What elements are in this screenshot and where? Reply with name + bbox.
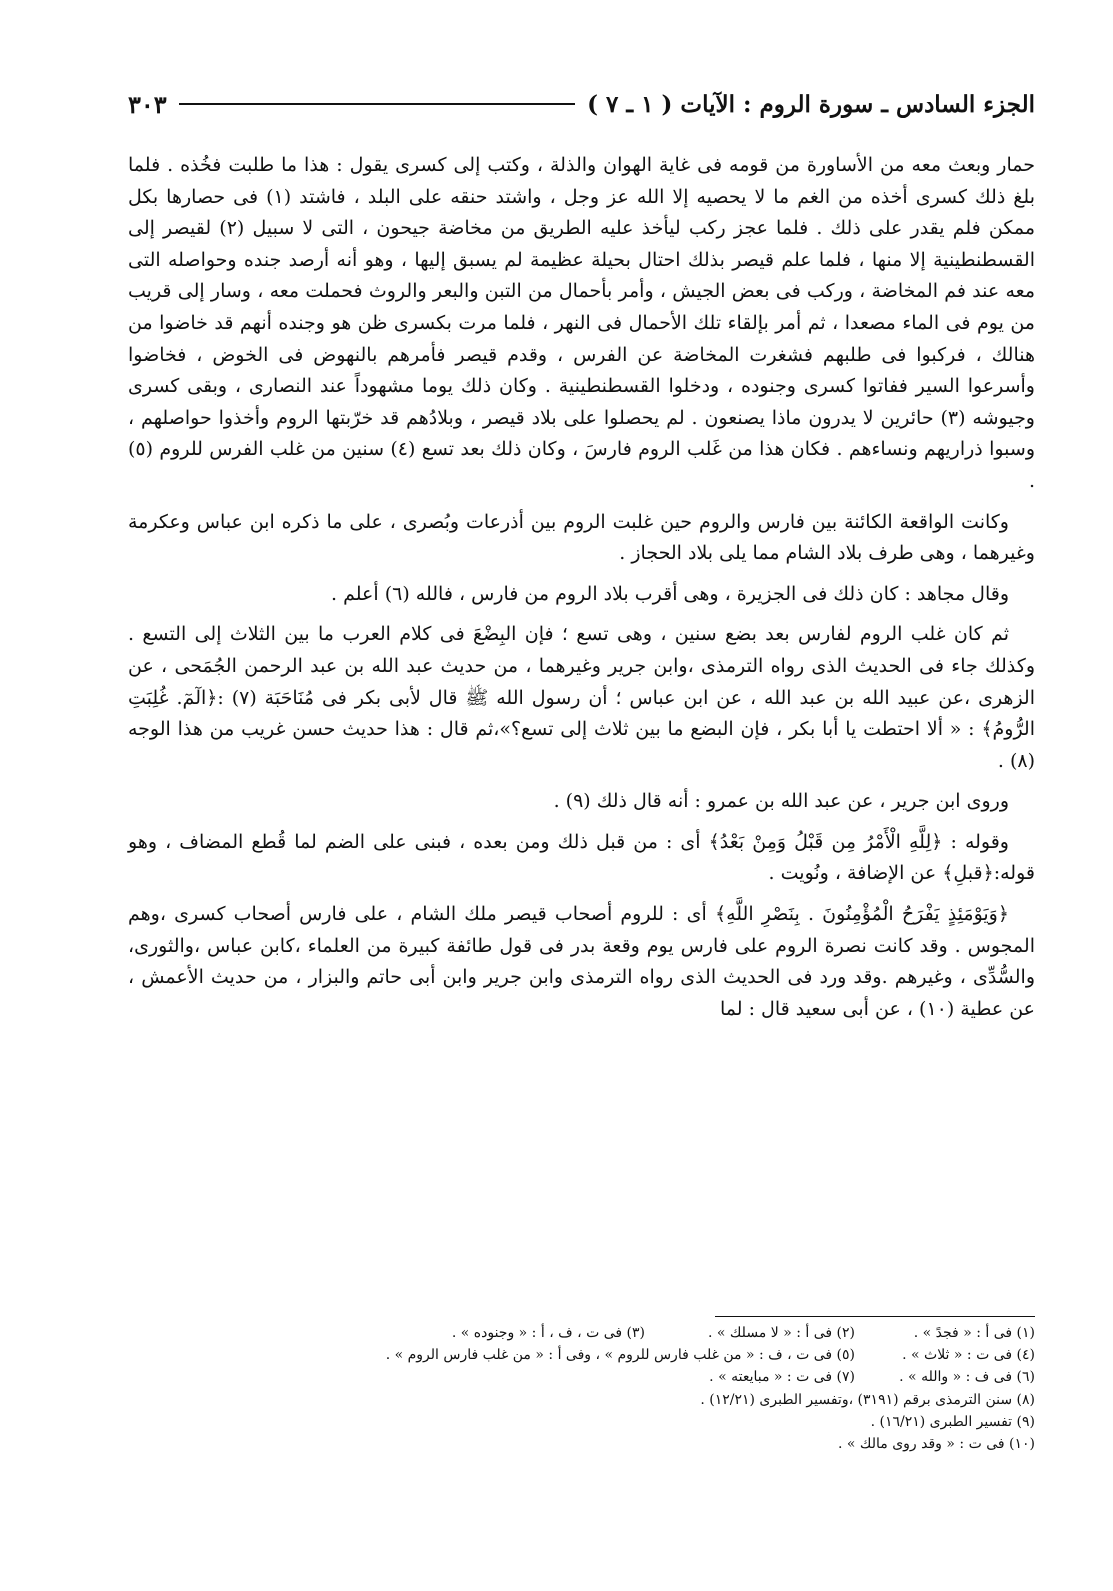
paragraph-4: ثم كان غلب الروم لفارس بعد بضع سنين ، وهى تسع ؛ فإن البِضْعَ فى كلام العرب ما بين الثلاث إلى التسع . وكذلك جاء فى الحديث الذى رواه الترمذى ،وابن جرير وغيرهما ، من حديث عبد الله بن عبد الرحمن الجُمَحى ، عن الزهرى ،عن عبيد الله بن عبد الله ، عن ابن عباس ؛ أن رسول الله ﷺ قال لأبى بكر فى مُنَاحَبَة (٧) :﴿الٓمٓ. غُلِبَتِ الرُّومُ﴾ : « ألا احتطت يا أبا بكر ، فإن البضع ما بين ثلاث إلى تسع؟»،ثم قال : هذا حديث حسن غريب من هذا الوجه (٨) .	[128, 623, 1035, 772]
paragraph-5: وروى ابن جرير ، عن عبد الله بن عمرو : أنه قال ذلك (٩) .	[553, 790, 1009, 813]
paragraph-3: وقال مجاهد : كان ذلك فى الجزيرة ، وهى أقرب بلاد الروم من فارس ، فالله (٦) أعلم .	[331, 582, 1009, 605]
footnote-row	[128, 1366, 1035, 1388]
header-rule	[179, 103, 575, 105]
footnote-5: (٥) فى ت ، ف : « من غلب فارس للروم » ، وفى أ : « من غلب فارس الروم » .	[385, 1347, 855, 1364]
footnote-10: (١٠) فى ت : « وقد روى مالك » .	[838, 1436, 1035, 1453]
footnote-row	[128, 1344, 1035, 1366]
paragraph-6: وقوله : ﴿لِلَّهِ الْأَمْرُ مِن قَبْلُ وَمِنْ بَعْدُ﴾ أى : من قبل ذلك ومن بعده ، فبنى على الضم لما قُطع المضاف ، وهو قوله:﴿قبلِ﴾ عن الإضافة ، ونُويت .	[128, 830, 1035, 885]
footnote-7: (٧) فى ت : « مبايعته » .	[709, 1369, 855, 1386]
footnote-6: (٦) فى ف : « والله » .	[899, 1369, 1035, 1386]
paragraph-7: ﴿وَيَوْمَئِذٍ يَفْرَحُ الْمُؤْمِنُونَ . بِنَصْرِ اللَّهِ﴾ أى : للروم أصحاب قيصر ملك الشام ، على فارس أصحاب كسرى ،وهم المجوس . وقد كانت نصرة الروم على فارس يوم وقعة بدر فى قول طائفة كبيرة من العلماء ،كابن عباس ،والثورى، والسُّدِّى ، وغيرهم .وقد ورد فى الحديث الذى رواه الترمذى وابن جرير وابن أبى حاتم والبزار ، من حديث الأعمش ، عن عطية (١٠) ، عن أبى سعيد قال : لما	[128, 903, 1035, 1020]
footnote-3: (٣) فى ت ، ف ، أ : « وجنوده » .	[451, 1325, 645, 1341]
page-header	[128, 84, 1035, 124]
paragraph-2: وكانت الواقعة الكائنة بين فارس والروم حين غلبت الروم بين أذرعات وبُصرى ، على ما ذكره ابن عباس وعكرمة وغيرهما ، وهى طرف بلاد الشام مما يلى بلاد الحجاز .	[128, 510, 1035, 565]
page-number: ٣٠٣	[128, 89, 167, 119]
footnote-8: (٨) سنن الترمذى برقم (٣١٩١) ،وتفسير الطبرى (١٢/٢١) .	[700, 1391, 1035, 1408]
footnote-2: (٢) فى أ : « لا مسلك » .	[707, 1325, 855, 1341]
footnotes	[128, 1322, 1035, 1455]
footnote-4: (٤) فى ت : « ثلاث » .	[902, 1347, 1035, 1364]
footnote-row	[128, 1322, 1035, 1344]
footnote-rule	[715, 1316, 1035, 1317]
paragraph-1: حمار وبعث معه من الأساورة من قومه فى غاية الهوان والذلة ، وكتب إلى كسرى يقول : هذا ما طلبت فخُذه . فلما بلغ ذلك كسرى أخذه من الغم ما لا يحصيه إلا الله عز وجل ، واشتد حنقه على البلد ، فاشتد (١) فى حصارها بكل ممكن فلم يقدر على ذلك . فلما عجز ركب ليأخذ عليه الطريق من مخاضة جيحون ، التى لا سبيل (٢) لقيصر إلى القسطنطينية إلا منها ، فلما علم قيصر بذلك احتال بحيلة عظيمة لم يسبق إليها ، وهو أنه أرصد جنده وحواصله التى معه عند فم المخاضة ، وركب فى بعض الجيش ، وأمر بأحمال من التبن والبعر والروث فحملت معه ، وسار إلى قريب من يوم فى الماء مصعدا ، ثم أمر بإلقاء تلك الأحمال فى النهر ، فلما مرت بكسرى ظن هو وجنده أنهم قد خاضوا من هنالك ، فركبوا فى طلبهم فشغرت المخاضة عن الفرس ، وقدم قيصر فأمرهم بالنهوض فى الخوض ، فخاضوا وأسرعوا السير ففاتوا كسرى وجنوده ، ودخلوا القسطنطينية . وكان ذلك يوما مشهوداً عند النصارى ، وبقى كسرى وجيوشه (٣) حائرين لا يدرون ماذا يصنعون . لم يحصلوا على بلاد قيصر ، وبلادُهم قد خرّبتها الروم وأخذوا حواصلهم ، وسبوا ذراريهم ونساءهم . فكان هذا من غَلب الروم فارسَ ، وكان ذلك بعد تسع (٤) سنين من غلب الفرس للروم (٥) .	[128, 154, 1036, 492]
running-title: الجزء السادس ـ سورة الروم : الآيات ( ١ ـ ٧ )	[587, 90, 1035, 118]
main-text	[128, 150, 1035, 1025]
footnote-9: (٩) تفسير الطبرى (١٦/٢١) .	[870, 1413, 1035, 1430]
footnote-1: (١) فى أ : « فجدً » .	[913, 1325, 1035, 1341]
